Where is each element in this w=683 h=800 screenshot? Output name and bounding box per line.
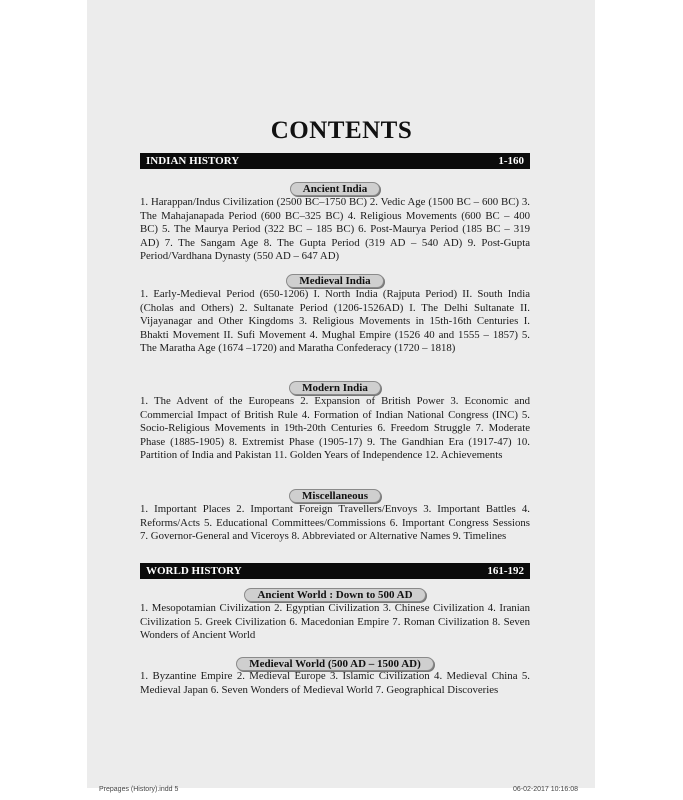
subsection-label: Modern India [289,381,381,395]
subsection-label: Ancient India [290,182,381,196]
modern-india-topics: 1. The Advent of the Europeans 2. Expansion of British Power 3. Economic and Commercial Impact of British Rule 4. Formation of Indian National Congress (INC) 5. Socio-Religious Movements in 19th-20th Centuries 6. Freedom Struggle 7. Moderate Phase (1885-1905) 8. Extremist Phase (1905-17) 9. The Gandhian Era (1917-47) 10. Partition of India and Pakistan 11. Golden Years of Independence 12. Achievements [140,395,530,462]
page-range: 161-192 [487,565,524,577]
subsection-miscellaneous [140,486,530,504]
page-title: CONTENTS [270,117,413,144]
subsection-label: Miscellaneous [289,489,381,503]
section-header-indian-history [140,153,530,169]
footer-timestamp: 06-02-2017 10:16:08 [513,786,578,793]
subsection-modern-india [140,378,530,396]
ancient-world-topics: 1. Mesopotamian Civilization 2. Egyptian Civilization 3. Chinese Civilization 4. Iranian Civilization 5. Greek Civilization 6. Macedonian Empire 7. Roman Civilization 8. Seven Wonders of Ancient World [140,602,530,642]
subsection-ancient-india [140,179,530,197]
subsection-label: Medieval India [286,274,383,288]
subsection-label: Ancient World : Down to 500 AD [244,588,425,602]
section-header-world-history [140,563,530,579]
ancient-india-topics: 1. Harappan/Indus Civilization (2500 BC–1750 BC) 2. Vedic Age (1500 BC – 600 BC) 3. The Mahajanapada Period (600 BC–325 BC) 4. Religious Movements (600 BC – 400 BC) 5. The Maurya Period (322 BC – 185 BC) 6. Post-Maurya Period (185 BC – 319 AD) 7. The Sangam Age 8. The Gupta Period (319 AD – 540 AD) 9. Post-Gupta Period/Vardhana Dynasty (550 AD – 647 AD) [140,196,530,263]
footer-filename: Prepages (History).indd 5 [99,786,179,793]
medieval-india-topics: 1. Early-Medieval Period (650-1206) I. North India (Rajputa Period) II. South India (Cholas and Others) 2. Sultanate Period (1206-1526AD) I. The Delhi Sultanate II. Vijayanagar and Other Kingdoms 3. Religious Movements in 15th-16th Centuries I. Bhakti Movement II. Sufi Movement 4. Mughal Empire (1526 40 and 1555 – 1857) 5. The Maratha Age (1674 –1720) and Maratha Confederacy (1720 – 1818) [140,288,530,355]
section-title: WORLD HISTORY [146,565,242,577]
subsection-ancient-world [140,585,530,603]
medieval-world-topics: 1. Byzantine Empire 2. Medieval Europe 3. Islamic Civilization 4. Medieval China 5. Medieval Japan 6. Seven Wonders of Medieval World 7. Geographical Discoveries [140,670,530,696]
section-title: INDIAN HISTORY [146,155,240,167]
miscellaneous-topics: 1. Important Places 2. Important Foreign Travellers/Envoys 3. Important Battles 4. Reforms/Acts 5. Educational Committees/Commissions 6. Important Congress Sessions 7. Governor-General and Viceroys 8. Abbreviated or Alternative Names 9. Timelines [140,503,530,543]
subsection-medieval-india [140,271,530,289]
subsection-label: Medieval World (500 AD – 1500 AD) [236,657,434,671]
page-range: 1-160 [498,155,524,167]
